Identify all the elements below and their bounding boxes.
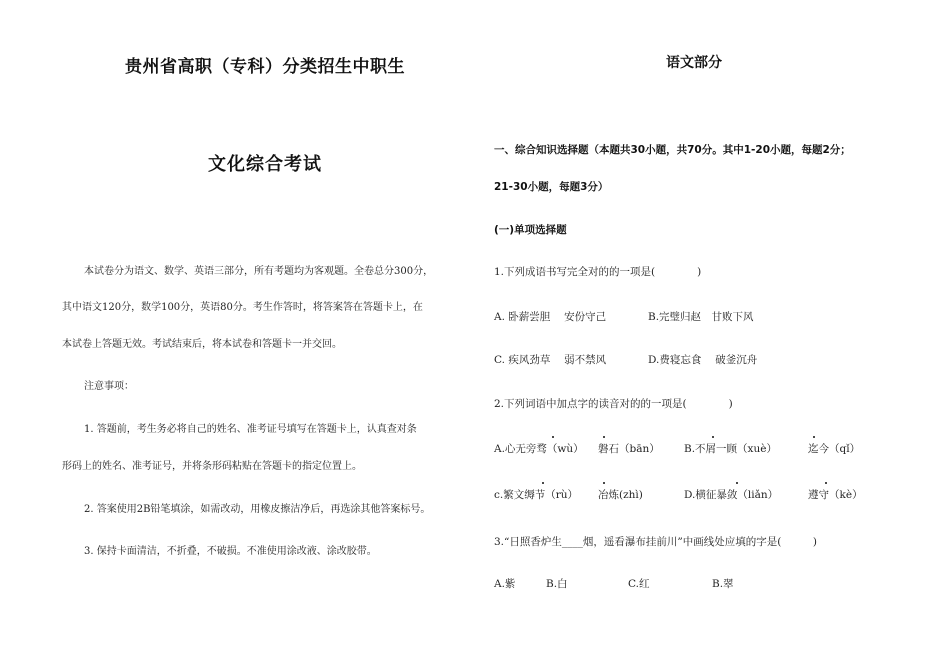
exam-subtitle: 文化综合考试 (208, 154, 322, 175)
notice-1-line-2: 形码上的姓名、准考证号，并将条形码粘贴在答题卡的指定位置上。 (62, 461, 362, 472)
question-3-option-a: A.紫 (494, 578, 516, 590)
question-2-option-c-word-2: 冶炼(zhì) (598, 489, 643, 501)
question-2-option-b-word-2: 迄今（qǐ） (808, 443, 861, 455)
emphasis-dot (603, 436, 605, 438)
intro-line-1: 本试卷分为语文、数学、英语三部分，所有考题均为客观题。全卷总分300分， (84, 266, 434, 277)
question-1-option-d: D.费寝忘食 破釜沉舟 (648, 354, 758, 366)
question-1-option-c: C. 疾风劲草 弱不禁风 (494, 354, 607, 366)
notice-1-line-1: 1. 答题前，考生务必将自己的姓名、准考证号填写在答题卡上，认真查对条 (84, 424, 417, 435)
emphasis-dot (825, 482, 827, 484)
subsection-heading: (一)单项选择题 (494, 224, 567, 236)
question-3-option-c: C.红 (628, 578, 650, 590)
question-1-stem: 1.下列成语书写完全对的的一项是( ) (494, 266, 702, 278)
question-2-option-a: A.心无旁骛（wù） (494, 443, 584, 455)
question-1-option-b: B.完璧归赵 甘败下风 (648, 311, 754, 323)
chinese-section-column (480, 0, 950, 672)
question-3-option-b: B.白 (546, 578, 568, 590)
intro-line-2: 其中语文120分，数学100分，英语80分。考生作答时，将答案答在答题卡上，在 (62, 302, 423, 313)
emphasis-dot (736, 482, 738, 484)
emphasis-dot (813, 436, 815, 438)
emphasis-dot (712, 436, 714, 438)
question-2-option-d-word-2: 遵守（kè） (808, 489, 863, 501)
intro-line-3: 本试卷上答题无效。考试结束后，将本试卷和答题卡一并交回。 (62, 339, 342, 350)
question-3-option-d: B.翠 (712, 578, 734, 590)
question-2-option-b: B.不屑一顾（xuè） (684, 443, 777, 455)
section-heading-line-2: 21-30小题，每题3分） (494, 181, 609, 193)
notice-2: 2. 答案使用2B铅笔填涂，如需改动，用橡皮擦洁净后，再选涂其他答案标号。 (84, 504, 431, 515)
question-2-stem: 2.下列词语中加点字的读音对的的一项是( ) (494, 398, 733, 410)
question-2-option-d: D.横征暴敛（liǎn） (684, 489, 779, 501)
section-title: 语文部分 (666, 55, 722, 71)
question-3-stem: 3.“日照香炉生____烟，遥看瀑布挂前川”中画线处应填的字是( ) (494, 536, 817, 548)
notice-3: 3. 保持卡面清洁，不折叠，不破损。不准使用涂改液、涂改胶带。 (84, 546, 377, 557)
section-heading-line-1: 一、综合知识选择题（本题共30小题，共70分。其中1-20小题，每题2分； (494, 144, 851, 156)
question-1-option-a: A. 卧薪尝胆 安份守己 (494, 311, 607, 323)
question-2-option-a-word-2: 磐石（bān） (598, 443, 660, 455)
notice-heading: 注意事项： (84, 381, 134, 392)
emphasis-dot (542, 482, 544, 484)
exam-title: 贵州省高职（专科）分类招生中职生 (125, 57, 405, 77)
question-2-option-c: c.繁文缛节（rù） (494, 489, 578, 501)
emphasis-dot (603, 482, 605, 484)
emphasis-dot (552, 436, 554, 438)
